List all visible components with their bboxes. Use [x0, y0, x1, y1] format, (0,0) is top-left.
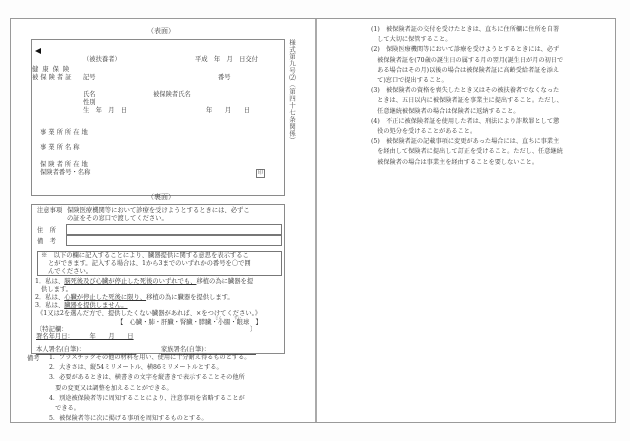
- remarks-item: 5．被保険者等に次に掲げる事項を周知するものとする。: [49, 415, 208, 423]
- organ-option-3[interactable]: [35, 302, 128, 310]
- instruction-line: して大切に保管すること。: [371, 36, 452, 44]
- organ-notice-line2: とができます。記入する場合は、1から3までのいずれかの番号を〇で囲: [48, 260, 251, 267]
- organ-list[interactable]: 【 心臓・肺・肝臓・腎臓・膵臓・小腸・眼球 】: [117, 319, 262, 326]
- address-field[interactable]: [66, 224, 282, 235]
- instruction-line: (4) 不正に被保険者証を使用した者は、刑法により詐欺罪として懲: [371, 117, 560, 125]
- option-note: 《1又は2を選んだ方で、提供したくない臓器があれば、×をつけてください。》: [37, 310, 262, 317]
- remarks-label: 備考: [27, 355, 40, 362]
- back-heading: （裏面）: [147, 193, 175, 201]
- form-sheet: [10, 18, 616, 423]
- organ-option-1-line2: 供します。: [41, 286, 72, 293]
- instruction-line: (1) 被保険者証の交付を受けたときは、直ちに住所欄に住所を自署: [371, 26, 560, 33]
- front-heading: （表面）: [147, 27, 175, 35]
- office-name-label: 事 業 所 名 称: [40, 144, 80, 151]
- remarks-item: 要の変更又は調整を加えることができる。: [49, 384, 173, 392]
- form-id-vertical: 様式第九号⑵（第四十七条関係）: [288, 39, 296, 144]
- address-label: 住 所: [37, 227, 56, 234]
- option1-prefix: 1．私は、: [35, 278, 65, 285]
- option1-suffix: 移植の為に臓器を提: [196, 278, 254, 285]
- insured-name-label: 被保険者氏名: [153, 91, 191, 98]
- notice-line2: の証をその窓口で渡してください。: [67, 215, 168, 222]
- remarks-item: 4．別途被保険者等に周知することにより、注意事項を省略することが: [49, 394, 245, 402]
- organ-option-1[interactable]: [35, 278, 253, 286]
- notice-label: 注意事項: [37, 207, 63, 214]
- instruction-line: (2) 保険医療機関等において診療を受けようとするときには、必ず: [371, 46, 560, 54]
- special-note-close: 〕: [250, 326, 257, 333]
- option2-underlined: 心臓が停止した死後に限り、: [64, 294, 147, 301]
- instruction-line: 任意継続被保険者の場合は保険者に返納すること。: [371, 107, 520, 115]
- option2-suffix: 移植の為に臓器を提供します。: [146, 294, 234, 301]
- instruction-line: (5) 被保険者証の記載事項に変更があった場合には、直ちに事業主: [371, 138, 560, 146]
- issue-date: 平成 年 月 日交付: [195, 56, 258, 63]
- ruby-pancreas: すい: [234, 316, 241, 320]
- office-address-label: 事 業 所 所 在 地: [40, 129, 88, 136]
- remarks-field[interactable]: [66, 235, 282, 246]
- birth-date-blank: 年 月 日: [206, 107, 251, 114]
- remarks-item: 3．必要があるときは、横書きの文字を縦書きで表示することその他所: [49, 374, 245, 382]
- organ-option-2[interactable]: [35, 294, 234, 302]
- symbol-label: 記号: [83, 74, 96, 81]
- option3-prefix: 3．私は、: [35, 302, 65, 309]
- insurer-address-label: 保 険 者 所 在 地: [40, 161, 88, 168]
- instruction-line: (3) 被保険者の資格を喪失したとき又はその被扶養者でなくなった: [371, 87, 560, 95]
- instruction-line: ある場合はその月)以後の場合は被保険者証に高齢受給者証を添え: [371, 66, 560, 74]
- name-label: 氏名: [83, 91, 96, 98]
- instruction-line: 役の処分を受けることがあること。: [371, 128, 477, 136]
- page-divider: [315, 19, 317, 422]
- remarks-item: できる。: [49, 405, 80, 413]
- back-card: [31, 204, 285, 354]
- remarks-item: 1．プラスチックその他の材料を用い、使用に十分耐え得るものとする。: [49, 354, 251, 361]
- option1-underlined: 脳死後及び心臓が停止した死後のいずれでも、: [64, 278, 197, 285]
- sex-label: 性別: [83, 99, 96, 106]
- insurer-number-label: 保険者番号・名称: [40, 169, 91, 176]
- remarks-item: 2．大きさは、縦54ミリメートル、横86ミリメートルとする。: [49, 364, 223, 372]
- family-signature-field[interactable]: 家族署名(自筆)：: [161, 346, 256, 355]
- signature-date-field[interactable]: 署名年月日： 年 月 日: [36, 333, 134, 340]
- special-note-label: 〔特記欄：: [36, 326, 68, 333]
- organ-notice-line1: ※ 以下の欄に記入することにより、臓器提供に関する意思を表示するこ: [41, 252, 249, 259]
- instruction-line: 被保険者の場合は事業主を経由することを要しないこと。: [371, 158, 539, 166]
- self-signature-field[interactable]: 本人署名(自筆)：: [36, 346, 136, 355]
- card-title-line2: 被 保 険 者 証: [32, 74, 72, 81]
- dependent-label: （被扶養者）: [83, 56, 121, 63]
- organ-notice-box: [37, 251, 282, 276]
- birth-label: 生 年 月 日: [83, 107, 128, 114]
- front-card: [31, 39, 285, 196]
- option2-prefix: 2．私は、: [35, 294, 65, 301]
- card-title-line1: 健 康 保 険: [32, 66, 71, 73]
- option3-underlined: 臓器を提供しません。: [64, 302, 128, 309]
- instruction-line: 被保険者証を(70歳の誕生日の属する月の翌月(誕生日が月の初日で: [371, 56, 564, 64]
- instructions-list: [371, 25, 563, 168]
- instruction-line: ときは、五日以内に被保険者証を事業主に提出すること。ただし、: [371, 97, 563, 105]
- number-label: 番号: [218, 74, 231, 81]
- arrow-left-icon: [35, 48, 41, 54]
- seal-box: 印: [257, 170, 264, 176]
- organ-notice-line3: んでください。: [48, 268, 93, 275]
- remarks-list: [49, 353, 250, 424]
- instruction-line: て)窓口で提出すること。: [371, 77, 448, 85]
- remarks-field-label: 備 考: [37, 238, 56, 245]
- ruby-kidney: じん: [215, 316, 222, 320]
- instruction-line: を経由して保険者に提出して訂正を受けること。ただし、任意継続: [371, 148, 563, 156]
- notice-line1: 保険医療機関等において診療を受けようとするときには、必ずこ: [67, 207, 250, 214]
